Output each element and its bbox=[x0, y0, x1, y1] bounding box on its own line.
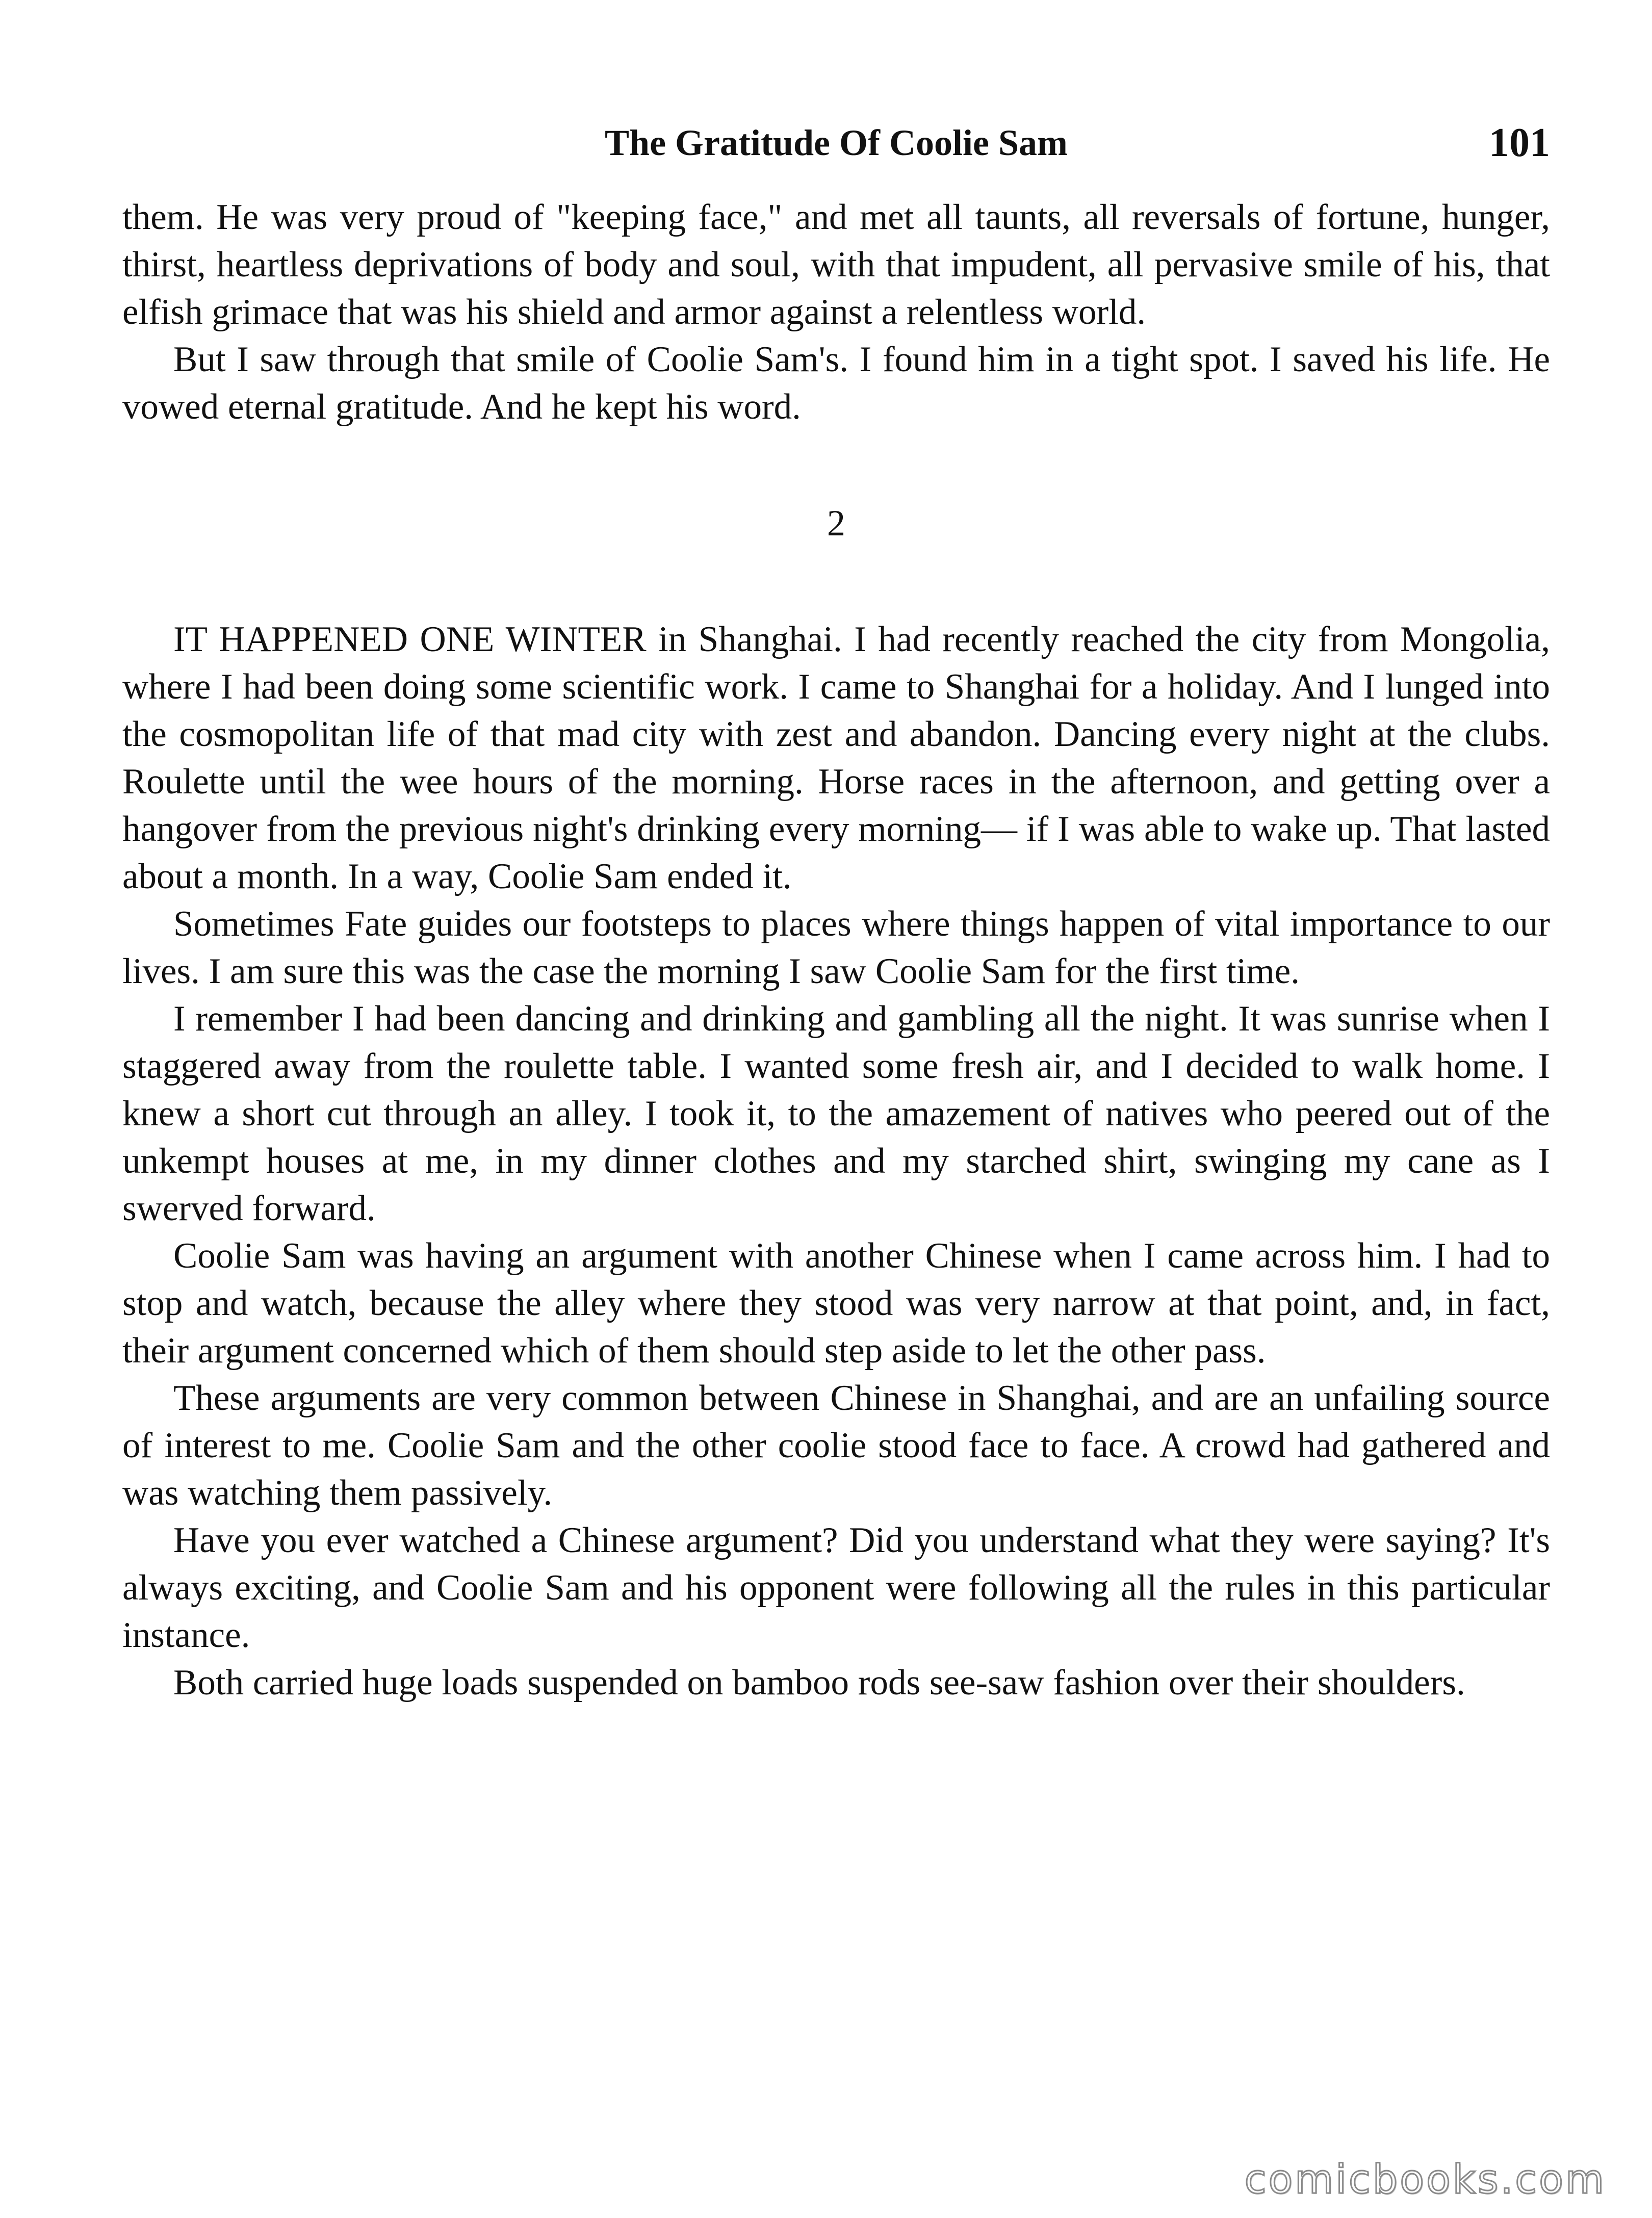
running-header bbox=[122, 117, 1550, 194]
section-number: 2 bbox=[827, 503, 845, 544]
paragraph: Have you ever watched a Chinese argument? Did you understand what they were saying? It's always exciting, and Coolie Sam and his opponent were following all the rules in this particular instance. bbox=[122, 1520, 1550, 1655]
page-number: 101 bbox=[1489, 120, 1550, 165]
body-text bbox=[122, 194, 1550, 1707]
watermark: comicbooks.com bbox=[1244, 2157, 1606, 2203]
paragraph: Both carried huge loads suspended on bamboo rods see-saw fashion over their shoulders. bbox=[173, 1663, 1465, 1703]
book-page bbox=[122, 117, 1550, 1707]
paragraph: I remember I had been dancing and drinking and gambling all the night. It was sunrise when I staggered away from the roulette table. I wanted some fresh air, and I decided to walk home. I knew a short cut through an alley. I took it, to the amazement of natives who peered out of the unkempt houses at me, in my dinner clothes and my starched shirt, swinging my cane as I swerved forward. bbox=[122, 999, 1550, 1228]
paragraph: them. He was very proud of "keeping face," and met all taunts, all reversals of fortune, hunger, thirst, heartless deprivations of body and soul, with that impudent, all pervasive smile of his, that elfish grimace that was his shield and armor against a relentless world. bbox=[122, 197, 1550, 332]
paragraph: But I saw through that smile of Coolie Sam's. I found him in a tight spot. I saved his life. He vowed eternal gratitude. And he kept his word. bbox=[122, 340, 1550, 427]
paragraph: Coolie Sam was having an argument with another Chinese when I came across him. I had to stop and watch, because the alley where they stood was very narrow at that point, and, in fact, their argument concerned which of them should step aside to let the other pass. bbox=[122, 1236, 1550, 1371]
paragraph: IT HAPPENED ONE WINTER in Shanghai. I had recently reached the city from Mongolia, where I had been doing some scientific work. I came to Shanghai for a holiday. And I lunged into the cosmopolitan life of that mad city with zest and abandon. Dancing every night at the clubs. Roulette until the wee hours of the morning. Horse races in the afternoon, and getting over a hangover from the previous night's drinking every morning— if I was able to wake up. That lasted about a month. In a way, Coolie Sam ended it. bbox=[122, 620, 1550, 896]
paragraph: Sometimes Fate guides our footsteps to places where things happen of vital importance to our lives. I am sure this was the case the morning I saw Coolie Sam for the first time. bbox=[122, 904, 1550, 991]
paragraph: These arguments are very common between Chinese in Shanghai, and are an unfailing source of interest to me. Coolie Sam and the other coolie stood face to face. A crowd had gathered and was watching them passively. bbox=[122, 1378, 1550, 1513]
chapter-title: The Gratitude Of Coolie Sam bbox=[605, 122, 1068, 163]
